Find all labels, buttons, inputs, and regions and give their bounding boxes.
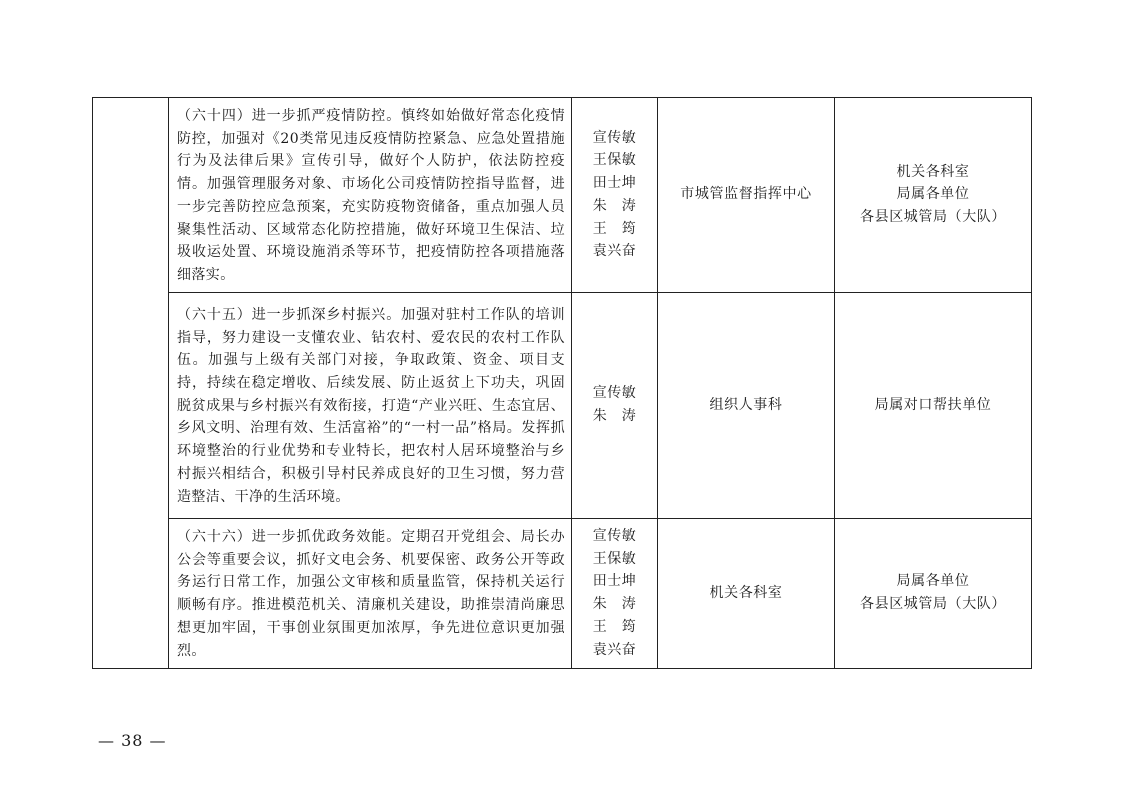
leader-name: 王 筠 — [592, 220, 637, 237]
leader-name: 王保敏 — [592, 550, 637, 567]
leader-name: 宣传敏 — [592, 129, 637, 146]
cooperating-unit: 机关各科室 — [896, 163, 970, 180]
cooperating-cell — [835, 98, 1032, 293]
task-table — [92, 97, 1032, 669]
leader-name: 田士坤 — [592, 175, 637, 192]
task-description: （六十五）进一步抓深乡村振兴。加强对驻村工作队的培训指导，努力建设一支懂农业、钻农村、爱农民的农村工作队伍。加强与上级有关部门对接，争取政策、资金、项目支持，持续在稳定增收、后续发展、防止返贫上下功夫，巩固脱贫成果与乡村振兴有效衔接，打造“产业兴旺、生态宜居、乡风文明、治理有效、生活富裕”的“一村一品”格局。发挥抓环境整治的行业优势和专业特长，把农村人居环境整治与乡村振兴相结合，积极引导村民养成良好的卫生习惯，努力营造整洁、干净的生活环境。 — [177, 306, 565, 505]
cooperating-cell — [835, 518, 1032, 668]
task-description: （六十四）进一步抓严疫情防控。慎终如始做好常态化疫情防控，加强对《20类常见违反疫情防控紧急、应急处置措施行为及法律后果》宣传引导，做好个人防护，依法防控疫情。加强管理服务对象、市场化公司疫情防控指导监督，进一步完善防控应急预案，充实防疫物资储备，重点加强人员聚集性活动、区域常态化防控措施，做好环境卫生保洁、垃圾收运处置、环境设施消杀等环节，把疫情防控各项措施落细落实。 — [177, 108, 565, 283]
leader-name: 王 筠 — [592, 618, 637, 635]
leader-name: 朱 涛 — [592, 408, 637, 425]
table-row — [93, 518, 1032, 668]
task-cell — [169, 98, 572, 293]
leaders-cell — [572, 98, 658, 293]
task-cell — [169, 518, 572, 668]
leaders-cell — [572, 518, 658, 668]
leader-name: 袁兴奋 — [592, 243, 637, 260]
lead-dept-cell: 市城管监督指挥中心 — [658, 98, 835, 293]
leader-name: 宣传敏 — [592, 528, 637, 545]
cooperating-unit: 各县区城管局（大队） — [860, 596, 1006, 613]
leader-name: 宣传敏 — [592, 385, 637, 402]
task-description: （六十六）进一步抓优政务效能。定期召开党组会、局长办公会等重要会议，抓好文电会务、机要保密、政务公开等政务运行日常工作，加强公文审核和质量监管，保持机关运行顺畅有序。推进模范机关、清廉机关建设，助推崇清尚廉思想更加牢固，干事创业氛围更加浓厚，争先进位意识更加强烈。 — [177, 529, 565, 659]
lead-dept-cell: 组织人事科 — [658, 292, 835, 518]
leader-name: 朱 涛 — [592, 197, 637, 214]
table-row — [93, 292, 1032, 518]
cooperating-unit: 各县区城管局（大队） — [860, 209, 1006, 226]
leader-name: 王保敏 — [592, 152, 637, 169]
leader-name: 袁兴奋 — [592, 641, 637, 658]
page-number: — 38 — — [98, 731, 167, 750]
cooperating-unit: 局属各单位 — [896, 186, 970, 203]
lead-dept-cell: 机关各科室 — [658, 518, 835, 668]
cooperating-unit: 局属对口帮扶单位 — [874, 396, 992, 413]
cooperating-cell — [835, 292, 1032, 518]
leader-name: 田士坤 — [592, 573, 637, 590]
task-cell — [169, 292, 572, 518]
table-row — [93, 98, 1032, 293]
category-cell — [93, 98, 169, 669]
leaders-cell — [572, 292, 658, 518]
cooperating-unit: 局属各单位 — [896, 573, 970, 590]
leader-name: 朱 涛 — [592, 596, 637, 613]
